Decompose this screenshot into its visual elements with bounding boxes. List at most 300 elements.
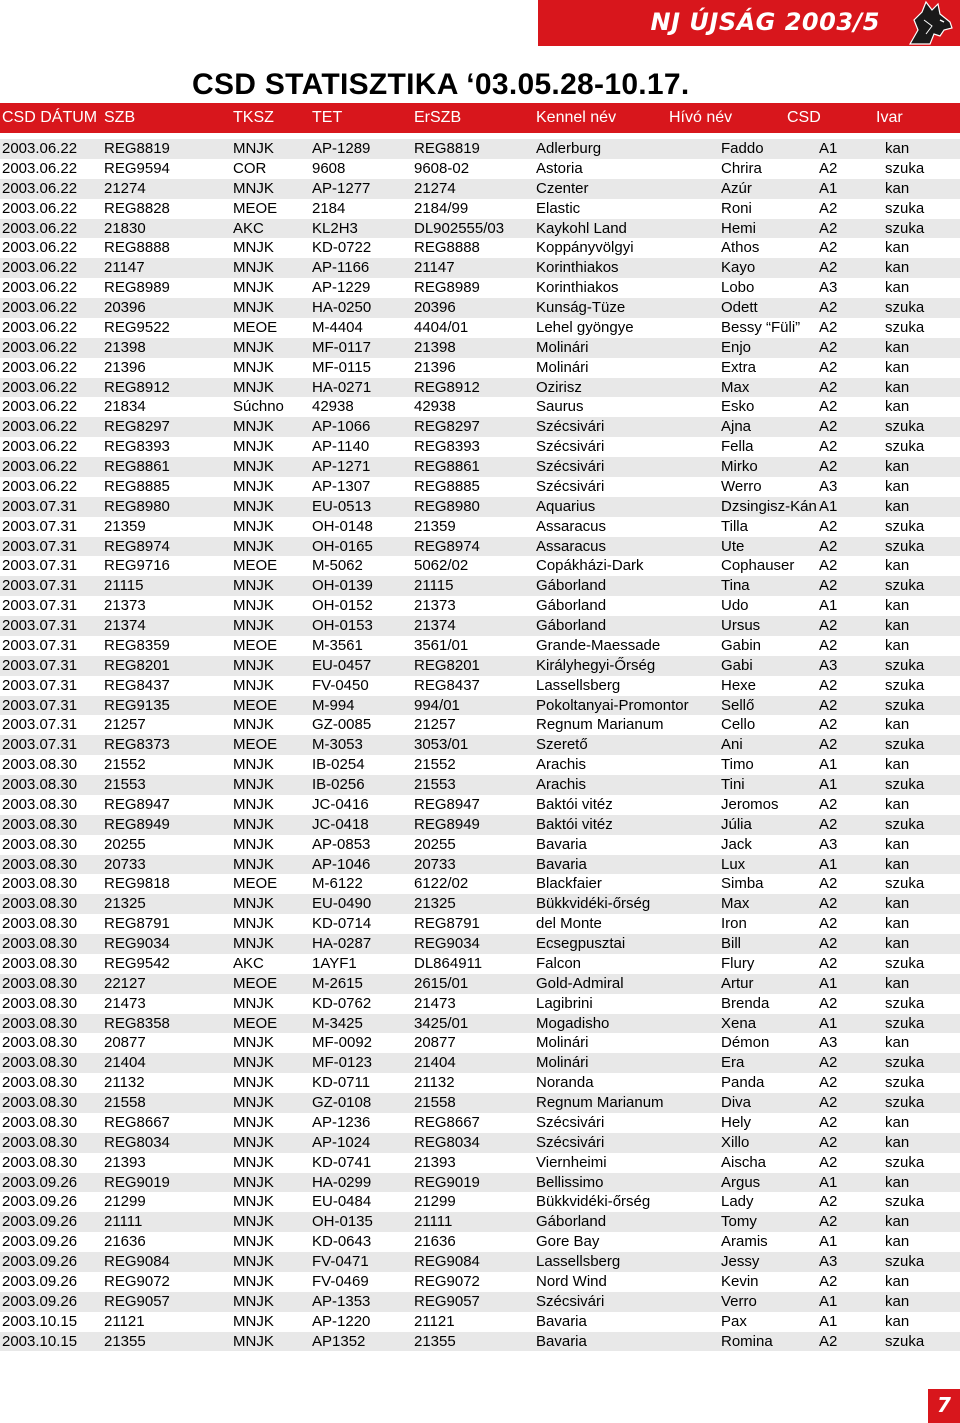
cell-szb: REG8358 — [104, 1014, 170, 1032]
cell-ivar: kan — [885, 1312, 910, 1330]
cell-ivar: kan — [885, 636, 910, 654]
cell-erszb: 5062/02 — [414, 557, 469, 575]
table-row — [0, 914, 960, 934]
cell-ivar: szuka — [885, 1054, 925, 1072]
cell-csd-datum: 2003.07.31 — [2, 736, 78, 754]
cell-kennel-nev: Adlerburg — [536, 140, 602, 157]
cell-kennel-nev: Regnum Marianum — [536, 716, 664, 734]
table-body — [0, 139, 960, 1351]
cell-tet: AP-1307 — [312, 477, 371, 495]
cell-erszb: 3561/01 — [414, 636, 469, 654]
cell-tksz: MNJK — [233, 815, 274, 833]
cell-tksz: MNJK — [233, 617, 274, 634]
cell-ivar: kan — [885, 1173, 910, 1191]
cell-tet: OH-0152 — [312, 597, 373, 615]
cell-csd-datum: 2003.08.30 — [2, 1133, 78, 1151]
cell-szb: 22127 — [104, 974, 146, 992]
cell-erszb: 21552 — [414, 756, 456, 774]
cell-hivo-nev: Timo — [721, 756, 754, 774]
cell-csd-datum: 2003.08.30 — [2, 855, 78, 873]
cell-erszb: 21147 — [414, 259, 455, 277]
cell-kennel-nev: Kunság-Tüze — [536, 299, 626, 316]
cell-erszb: 3425/01 — [414, 1014, 469, 1032]
cell-csd-datum: 2003.06.22 — [2, 179, 78, 197]
cell-tet: FV-0450 — [312, 676, 369, 694]
cell-ivar: kan — [885, 935, 910, 952]
cell-ivar: kan — [885, 597, 910, 615]
table-row — [0, 616, 960, 636]
cell-csd: A2 — [819, 1193, 838, 1211]
cell-tksz: MNJK — [233, 935, 274, 952]
table-row — [0, 656, 960, 676]
cell-szb: REG8912 — [104, 378, 170, 396]
cell-szb: REG9135 — [104, 696, 170, 714]
cell-ivar: szuka — [885, 1074, 925, 1092]
cell-hivo-nev: Ajna — [721, 418, 752, 436]
cell-kennel-nev: Molinári — [536, 1054, 589, 1072]
cell-csd: A2 — [819, 199, 838, 217]
cell-csd: A1 — [819, 497, 838, 515]
cell-ivar: szuka — [885, 676, 925, 694]
cell-szb: 21396 — [104, 358, 146, 376]
cell-erszb: 21636 — [414, 1233, 456, 1251]
cell-erszb: 21553 — [414, 776, 456, 793]
cell-ivar: szuka — [885, 875, 925, 893]
cell-csd: A1 — [819, 1173, 838, 1191]
cell-hivo-nev: Kayo — [721, 259, 756, 277]
table-row — [0, 159, 960, 179]
table-row — [0, 1212, 960, 1232]
cell-erszb: 21473 — [414, 994, 456, 1012]
cell-hivo-nev: Hemi — [721, 219, 757, 237]
cell-ivar: kan — [885, 338, 910, 356]
cell-szb: 21558 — [104, 1094, 146, 1111]
cell-csd-datum: 2003.06.22 — [2, 318, 78, 336]
cell-szb: REG9522 — [104, 318, 170, 336]
cell-hivo-nev: Tomy — [721, 1213, 757, 1231]
cell-szb: REG9716 — [104, 557, 170, 575]
cell-ivar: kan — [885, 398, 910, 416]
cell-kennel-nev: Nord Wind — [536, 1272, 607, 1290]
cell-csd: A2 — [819, 994, 838, 1012]
table-row — [0, 1073, 960, 1093]
cell-tet: 42938 — [312, 398, 354, 416]
cell-hivo-nev: Lady — [721, 1193, 754, 1211]
cell-szb: REG8949 — [104, 815, 170, 833]
cell-tksz: MEOE — [233, 974, 278, 992]
cell-csd: A3 — [819, 835, 838, 853]
cell-hivo-nev: Kevin — [721, 1272, 759, 1290]
cell-erszb: 21558 — [414, 1094, 456, 1111]
cell-tksz: MNJK — [233, 577, 274, 595]
cell-tksz: MNJK — [233, 279, 274, 297]
cell-csd-datum: 2003.08.30 — [2, 1014, 78, 1032]
cell-csd-datum: 2003.06.22 — [2, 398, 78, 416]
cell-erszb: REG8949 — [414, 815, 480, 833]
cell-ivar: szuka — [885, 656, 925, 674]
cell-hivo-nev: Max — [721, 895, 750, 913]
cell-tksz: MNJK — [233, 517, 274, 535]
cell-kennel-nev: Királyhegyi-Őrség — [536, 656, 656, 674]
cell-erszb: 21393 — [414, 1153, 456, 1171]
header-title: NJ ÚJSÁG 2003/5 — [650, 8, 880, 36]
cell-szb: 21132 — [104, 1074, 145, 1092]
cell-szb: REG8667 — [104, 1113, 170, 1131]
cell-tksz: MNJK — [233, 835, 274, 853]
cell-csd-datum: 2003.06.22 — [2, 378, 78, 396]
cell-csd-datum: 2003.08.30 — [2, 1153, 78, 1171]
cell-kennel-nev: Astoria — [536, 159, 583, 177]
cell-tet: AP-1220 — [312, 1312, 371, 1330]
cell-hivo-nev: Enjo — [721, 338, 752, 356]
cell-csd-datum: 2003.08.30 — [2, 915, 78, 933]
table-row — [0, 179, 960, 199]
cell-szb: REG8828 — [104, 199, 170, 217]
cell-kennel-nev: Szerető — [536, 736, 588, 754]
cell-hivo-nev: Xena — [721, 1014, 757, 1032]
cell-kennel-nev: Koppányvölgyi — [536, 239, 634, 257]
cell-csd: A2 — [819, 577, 838, 595]
cell-ivar: szuka — [885, 736, 925, 754]
table-row — [0, 974, 960, 994]
table-row — [0, 815, 960, 835]
cell-szb: 21398 — [104, 338, 146, 356]
cell-kennel-nev: Pokoltanyai-Promontor — [536, 696, 689, 714]
cell-hivo-nev: Udo — [721, 597, 749, 615]
cell-tet: AP-1289 — [312, 140, 371, 157]
cell-hivo-nev: Diva — [721, 1094, 752, 1111]
cell-tet: M-5062 — [312, 557, 363, 575]
cell-csd: A2 — [819, 1054, 838, 1072]
cell-ivar: szuka — [885, 318, 925, 336]
cell-szb: 21325 — [104, 895, 146, 913]
cell-csd-datum: 2003.07.31 — [2, 716, 78, 734]
cell-kennel-nev: Szécsivári — [536, 1113, 605, 1131]
cell-erszb: 994/01 — [414, 696, 460, 714]
cell-erszb: 21299 — [414, 1193, 456, 1211]
cell-erszb: REG8947 — [414, 795, 480, 813]
cell-tet: KD-0711 — [312, 1074, 371, 1092]
cell-tet: OH-0139 — [312, 577, 373, 595]
cell-tet: KD-0741 — [312, 1153, 372, 1171]
cell-ivar: kan — [885, 358, 910, 376]
cell-kennel-nev: Gáborland — [536, 1213, 607, 1231]
cell-tet: KL2H3 — [312, 219, 358, 237]
table-row — [0, 517, 960, 537]
cell-tksz: MNJK — [233, 1312, 274, 1330]
cell-szb: 21147 — [104, 259, 145, 277]
cell-csd-datum: 2003.08.30 — [2, 895, 78, 913]
cell-ivar: kan — [885, 915, 910, 933]
cell-hivo-nev: Simba — [721, 875, 764, 893]
cell-ivar: szuka — [885, 776, 925, 793]
cell-tet: OH-0153 — [312, 617, 373, 634]
cell-erszb: 42938 — [414, 398, 456, 416]
cell-csd: A1 — [819, 1292, 838, 1310]
cell-hivo-nev: Hely — [721, 1113, 752, 1131]
cell-csd-datum: 2003.08.30 — [2, 756, 78, 774]
cell-kennel-nev: Molinári — [536, 1034, 589, 1052]
cell-szb: REG8297 — [104, 418, 170, 436]
cell-kennel-nev: Bavaria — [536, 855, 587, 873]
table-row — [0, 139, 960, 159]
cell-csd: A3 — [819, 1253, 838, 1270]
cell-kennel-nev: Czenter — [536, 179, 589, 197]
cell-csd-datum: 2003.06.22 — [2, 219, 78, 237]
cell-hivo-nev: Aramis — [721, 1233, 768, 1251]
cell-tksz: MNJK — [233, 795, 274, 813]
cell-kennel-nev: Szécsivári — [536, 477, 605, 495]
cell-erszb: 21404 — [414, 1054, 456, 1072]
cell-tksz: COR — [233, 159, 267, 177]
cell-csd: A2 — [819, 458, 838, 475]
cell-csd: A2 — [819, 696, 838, 714]
cell-csd-datum: 2003.06.22 — [2, 279, 78, 297]
cell-kennel-nev: Gáborland — [536, 617, 607, 634]
cell-erszb: REG8393 — [414, 438, 480, 456]
cell-csd-datum: 2003.06.22 — [2, 239, 78, 257]
cell-tet: AP-1229 — [312, 279, 371, 297]
cell-tksz: MEOE — [233, 875, 278, 893]
cell-hivo-nev: Sellő — [721, 696, 755, 714]
cell-erszb: REG8297 — [414, 418, 480, 436]
cell-csd: A3 — [819, 477, 838, 495]
cell-ivar: szuka — [885, 1014, 925, 1032]
cell-tet: AP-1271 — [312, 458, 371, 475]
cell-szb: 20396 — [104, 299, 146, 316]
cell-tksz: MNJK — [233, 1213, 274, 1231]
cell-tet: 2184 — [312, 199, 346, 217]
cell-ivar: szuka — [885, 994, 925, 1012]
cell-csd-datum: 2003.06.22 — [2, 199, 78, 217]
cell-csd: A1 — [819, 597, 838, 615]
cell-csd-datum: 2003.08.30 — [2, 974, 78, 992]
cell-tet: KD-0714 — [312, 915, 372, 933]
cell-szb: REG9084 — [104, 1253, 170, 1270]
cell-csd-datum: 2003.06.22 — [2, 299, 78, 316]
cell-kennel-nev: Gold-Admiral — [536, 974, 624, 992]
cell-csd: A2 — [819, 815, 838, 833]
cell-szb: REG8861 — [104, 458, 170, 475]
cell-csd-datum: 2003.06.22 — [2, 159, 78, 177]
cell-csd-datum: 2003.08.30 — [2, 954, 78, 972]
cell-csd: A1 — [819, 756, 838, 774]
table-row — [0, 298, 960, 318]
cell-szb: 21299 — [104, 1193, 146, 1211]
cell-ivar: kan — [885, 1213, 910, 1231]
cell-hivo-nev: Artur — [721, 974, 754, 992]
cell-ivar: szuka — [885, 1094, 925, 1111]
cell-csd: A2 — [819, 259, 838, 277]
cell-csd-datum: 2003.08.30 — [2, 1034, 78, 1052]
cell-kennel-nev: Saurus — [536, 398, 584, 416]
cell-tksz: MNJK — [233, 458, 274, 475]
cell-ivar: kan — [885, 477, 910, 495]
cell-ivar: kan — [885, 259, 910, 277]
cell-csd: A2 — [819, 795, 838, 813]
cell-szb: REG8437 — [104, 676, 170, 694]
cell-tet: M-2615 — [312, 974, 363, 992]
cell-erszb: 20733 — [414, 855, 456, 873]
cell-csd: A2 — [819, 1074, 838, 1092]
cell-tet: IB-0256 — [312, 776, 365, 793]
col-header-kennel-nev: Kennel név — [536, 109, 617, 126]
cell-csd: A2 — [819, 299, 838, 316]
cell-tksz: MNJK — [233, 179, 274, 197]
cell-szb: 21355 — [104, 1332, 146, 1350]
cell-tksz: MNJK — [233, 1272, 274, 1290]
cell-csd: A1 — [819, 140, 838, 157]
cell-tet: HA-0287 — [312, 935, 372, 952]
cell-erszb: 21355 — [414, 1332, 456, 1350]
table-row — [0, 715, 960, 735]
cell-kennel-nev: Arachis — [536, 756, 587, 774]
cell-erszb: REG9057 — [414, 1292, 480, 1310]
cell-erszb: 20396 — [414, 299, 456, 316]
cell-csd-datum: 2003.06.22 — [2, 358, 78, 376]
table-row — [0, 1113, 960, 1133]
cell-hivo-nev: Azúr — [721, 179, 752, 197]
cell-ivar: szuka — [885, 696, 925, 714]
cell-hivo-nev: Ursus — [721, 617, 761, 634]
cell-csd: A2 — [819, 954, 838, 972]
cell-kennel-nev: Lehel gyöngye — [536, 318, 634, 336]
cell-tet: OH-0165 — [312, 537, 373, 555]
cell-tksz: MNJK — [233, 1054, 274, 1072]
cell-ivar: kan — [885, 1292, 910, 1310]
cell-kennel-nev: Gore Bay — [536, 1233, 600, 1251]
cell-csd-datum: 2003.09.26 — [2, 1173, 78, 1191]
cell-ivar: szuka — [885, 219, 925, 237]
cell-tksz: MNJK — [233, 1034, 274, 1052]
cell-kennel-nev: Bavaria — [536, 1312, 587, 1330]
cell-kennel-nev: Elastic — [536, 199, 581, 217]
cell-tet: KD-0643 — [312, 1233, 372, 1251]
table-row — [0, 676, 960, 696]
cell-kennel-nev: Korinthiakos — [536, 279, 619, 297]
table-row — [0, 894, 960, 914]
cell-erszb: REG8034 — [414, 1133, 480, 1151]
cell-kennel-nev: Assaracus — [536, 517, 607, 535]
table-row — [0, 318, 960, 338]
table-row — [0, 1033, 960, 1053]
table-row — [0, 278, 960, 298]
cell-csd-datum: 2003.07.31 — [2, 517, 78, 535]
cell-tksz: MEOE — [233, 199, 278, 217]
cell-tet: EU-0484 — [312, 1193, 372, 1211]
cell-csd: A3 — [819, 1034, 838, 1052]
cell-tet: AP-1024 — [312, 1133, 371, 1151]
cell-tet: OH-0148 — [312, 517, 373, 535]
cell-szb: 21274 — [104, 179, 146, 197]
cell-tksz: Súchno — [233, 398, 284, 416]
cell-ivar: szuka — [885, 537, 925, 555]
cell-szb: REG9818 — [104, 875, 170, 893]
cell-csd: A1 — [819, 1233, 838, 1251]
cell-csd-datum: 2003.08.30 — [2, 875, 78, 893]
cell-szb: 21257 — [104, 716, 146, 734]
cell-hivo-nev: Tini — [721, 776, 745, 793]
cell-kennel-nev: Gáborland — [536, 577, 607, 595]
cell-csd-datum: 2003.07.31 — [2, 577, 78, 595]
cell-kennel-nev: Ecsegpusztai — [536, 935, 626, 952]
cell-csd-datum: 2003.06.22 — [2, 140, 78, 157]
cell-ivar: kan — [885, 179, 910, 197]
cell-ivar: kan — [885, 458, 910, 475]
cell-ivar: kan — [885, 895, 910, 913]
cell-ivar: kan — [885, 974, 910, 992]
table-row — [0, 497, 960, 517]
cell-hivo-nev: Cophauser — [721, 557, 795, 575]
cell-csd: A1 — [819, 776, 838, 793]
cell-csd: A2 — [819, 1213, 838, 1231]
cell-tet: AP1352 — [312, 1332, 366, 1350]
cell-csd-datum: 2003.07.31 — [2, 656, 78, 674]
cell-szb: REG8373 — [104, 736, 170, 754]
cell-tet: JC-0418 — [312, 815, 369, 833]
cell-hivo-nev: Chrira — [721, 159, 762, 177]
cell-erszb: REG8885 — [414, 477, 480, 495]
cell-tksz: MNJK — [233, 776, 274, 793]
cell-szb: REG9019 — [104, 1173, 170, 1191]
table-row — [0, 1053, 960, 1073]
cell-csd: A2 — [819, 915, 838, 933]
cell-erszb: REG8791 — [414, 915, 480, 933]
cell-csd-datum: 2003.10.15 — [2, 1312, 78, 1330]
cell-ivar: kan — [885, 239, 910, 257]
cell-tksz: MNJK — [233, 358, 274, 376]
cell-tet: OH-0135 — [312, 1213, 373, 1231]
cell-erszb: REG8980 — [414, 497, 480, 515]
cell-csd: A1 — [819, 974, 838, 992]
cell-csd: A2 — [819, 159, 838, 177]
cell-hivo-nev: Mirko — [721, 458, 758, 475]
cell-kennel-nev: Aquarius — [536, 497, 596, 515]
col-header-hivo-nev: Hívó név — [669, 109, 733, 126]
cell-tksz: MNJK — [233, 537, 274, 555]
table-row — [0, 1312, 960, 1332]
cell-tet: AP-1046 — [312, 855, 371, 873]
cell-hivo-nev: Jack — [721, 835, 752, 853]
cell-erszb: REG9034 — [414, 935, 480, 952]
cell-kennel-nev: Copákházi-Dark — [536, 557, 644, 575]
cell-tet: AP-1236 — [312, 1113, 371, 1131]
cell-kennel-nev: Blackfaier — [536, 875, 602, 893]
cell-csd: A2 — [819, 1113, 838, 1131]
cell-hivo-nev: Ute — [721, 537, 745, 555]
table-row — [0, 1093, 960, 1113]
cell-szb: 21115 — [104, 577, 144, 595]
table-row — [0, 994, 960, 1014]
cell-erszb: REG8201 — [414, 656, 480, 674]
cell-ivar: szuka — [885, 815, 925, 833]
cell-hivo-nev: Xillo — [721, 1133, 750, 1151]
cell-kennel-nev: Szécsivári — [536, 418, 605, 436]
cell-ivar: kan — [885, 795, 910, 813]
cell-tksz: MNJK — [233, 1133, 274, 1151]
cell-csd-datum: 2003.07.31 — [2, 617, 78, 634]
cell-tksz: MNJK — [233, 140, 274, 157]
cell-hivo-nev: Faddo — [721, 140, 764, 157]
table-row — [0, 775, 960, 795]
cell-tksz: MNJK — [233, 1113, 274, 1131]
cell-ivar: szuka — [885, 577, 925, 595]
cell-szb: REG8034 — [104, 1133, 170, 1151]
cell-csd-datum: 2003.08.30 — [2, 795, 78, 813]
cell-hivo-nev: Panda — [721, 1074, 765, 1092]
cell-tet: M-4404 — [312, 318, 363, 336]
table-row — [0, 1272, 960, 1292]
